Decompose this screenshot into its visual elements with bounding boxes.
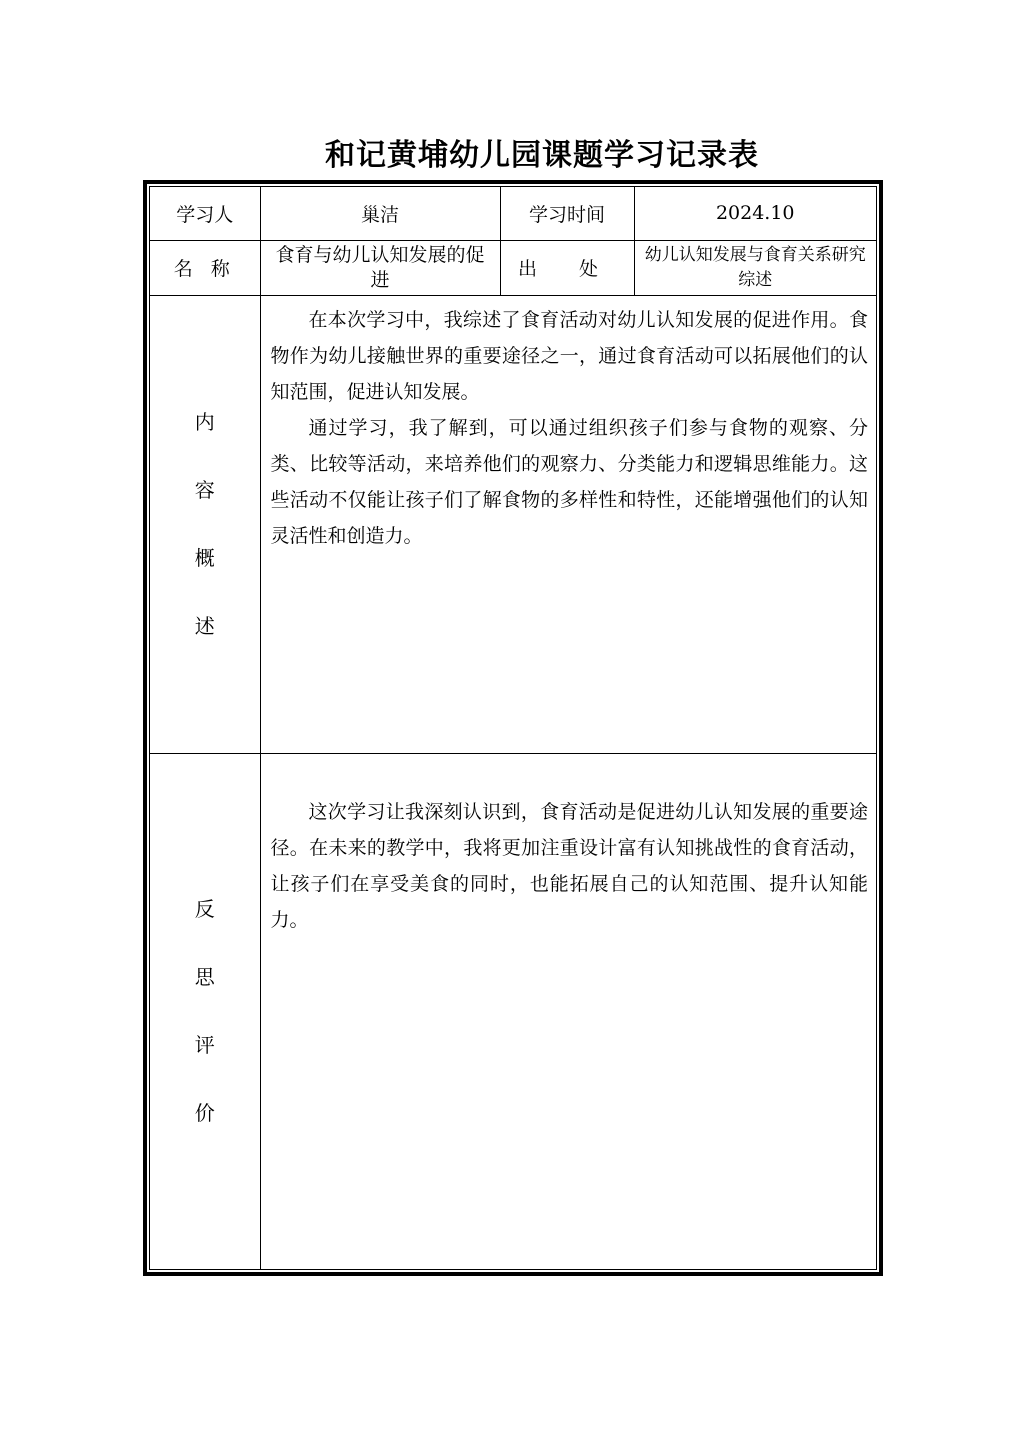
summary-paragraph: 通过学习，我了解到，可以通过组织孩子们参与食物的观察、分类、比较等活动，来培养他们的观察力、分类能力和逻辑思维能力。这些活动不仅能让孩子们了解食物的多样性和特性，还能增强他们的认知灵活性和创造力。: [270, 416, 868, 547]
learner-label: 学习人: [150, 187, 260, 240]
summary-label-char: 概: [194, 546, 215, 570]
reflection-label: [150, 754, 260, 1270]
summary-label: [150, 296, 260, 753]
summary-label-char: 内: [194, 410, 215, 434]
record-table-inner: [149, 186, 877, 1270]
time-value: 2024.10: [634, 187, 876, 240]
reflection-label-cell: [150, 753, 260, 1269]
reflection-row: [150, 753, 876, 1269]
summary-row: [150, 295, 876, 753]
source-value-cell: [634, 240, 876, 295]
time-label: 学习时间: [500, 187, 634, 240]
reflection-label-char: 价: [194, 1101, 215, 1126]
reflection-label-char: 思: [194, 965, 215, 990]
summary-content: [260, 295, 876, 753]
reflection-paragraph: 这次学习让我深刻认识到，食育活动是促进幼儿认知发展的重要途径。在未来的教学中，我将更加注重设计富有认知挑战性的食育活动，让孩子们在享受美食的同时，也能拓展自己的认知范围、提升认知能力。: [270, 800, 868, 931]
name-value-cell: [260, 240, 500, 295]
learner-value: 巢洁: [260, 187, 500, 240]
header-row: [150, 187, 876, 240]
record-table-frame: [143, 180, 883, 1276]
source-label: 出 处: [517, 258, 617, 280]
summary-label-char: 容: [194, 478, 215, 502]
summary-label-char: 述: [194, 614, 215, 638]
reflection-label-char: 评: [194, 1033, 215, 1058]
source-value: 幼儿认知发展与食育关系研究综述: [644, 244, 866, 290]
page-title: 和记黄埔幼儿园课题学习记录表: [325, 138, 759, 173]
reflection-content: [260, 753, 876, 1269]
source-label-cell: [500, 240, 634, 295]
reflection-label-char: 反: [194, 897, 215, 922]
name-label: [150, 240, 260, 295]
name-label-text: 名 称: [173, 258, 236, 280]
name-value: 食育与幼儿认知发展的促进: [275, 243, 485, 291]
record-table: [150, 187, 876, 1269]
name-row: [150, 240, 876, 295]
summary-label-cell: [150, 295, 260, 753]
summary-paragraph: 在本次学习中，我综述了食育活动对幼儿认知发展的促进作用。食物作为幼儿接触世界的重要途径之一，通过食育活动可以拓展他们的认知范围，促进认知发展。: [270, 308, 868, 403]
